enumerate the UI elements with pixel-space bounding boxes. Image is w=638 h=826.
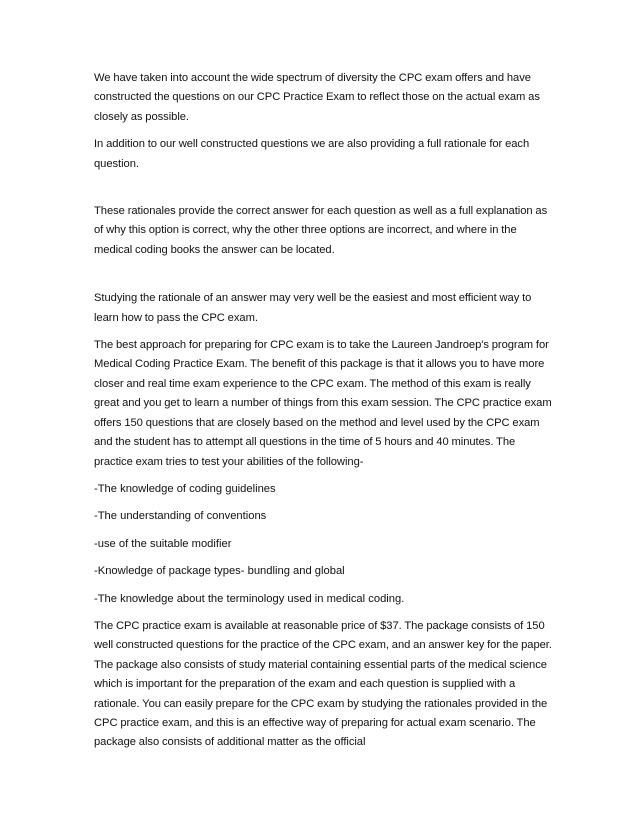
paragraph-diversity: We have taken into account the wide spectrum of diversity the CPC exam offers and have constructed the questions on our CPC Practice Exam to reflect those on the actual exam as closely as possible.	[94, 72, 540, 123]
paragraph-price-package: The CPC practice exam is available at reasonable price of $37. The package consists of 150 well constructed questions for the practice of the CPC exam, and an answer key for the paper. The package also consists of study material containing essential parts of the medical science which is important for the preparation of the exam and each question is supplied with a rationale. You can easily prepare for the CPC exam by studying the rationales provided in the CPC practice exam, and this is an effective way of preparing for actual exam scenario. The package also consists of additional matter as the official	[94, 619, 552, 749]
paragraph-studying-rationale: Studying the rationale of an answer may very well be the easiest and most efficient way to learn how to pass the CPC exam.	[94, 292, 532, 324]
document-page	[94, 69, 554, 753]
list-item-package-types: -Knowledge of package types- bundling and global	[94, 565, 345, 578]
list-item-modifier: -use of the suitable modifier	[94, 537, 232, 550]
paragraph-rationale-detail: These rationales provide the correct answer for each question as well as a full explanation as of why this option is correct, why the other three options are incorrect, and where in the medical coding books the answer can be located.	[94, 205, 548, 256]
paragraph-best-approach: The best approach for preparing for CPC exam is to take the Laureen Jandroep's program for Medical Coding Practice Exam. The benefit of this package is that it allows you to have more closer and real time exam experience to the CPC exam. The method of this exam is really great and you get to learn a number of things from this exam session. The CPC practice exam offers 150 questions that are closely based on the method and level used by the CPC exam and the student has to attempt all questions in the time of 5 hours and 40 minutes. The practice exam tries to test your abilities of the following-	[94, 339, 552, 468]
list-item-coding-guidelines: -The knowledge of coding guidelines	[94, 482, 276, 495]
list-item-terminology: -The knowledge about the terminology used in medical coding.	[94, 592, 405, 605]
paragraph-rationale-intro: In addition to our well constructed questions we are also providing a full rationale for each question.	[94, 138, 530, 170]
list-item-conventions: -The understanding of conventions	[94, 510, 267, 523]
